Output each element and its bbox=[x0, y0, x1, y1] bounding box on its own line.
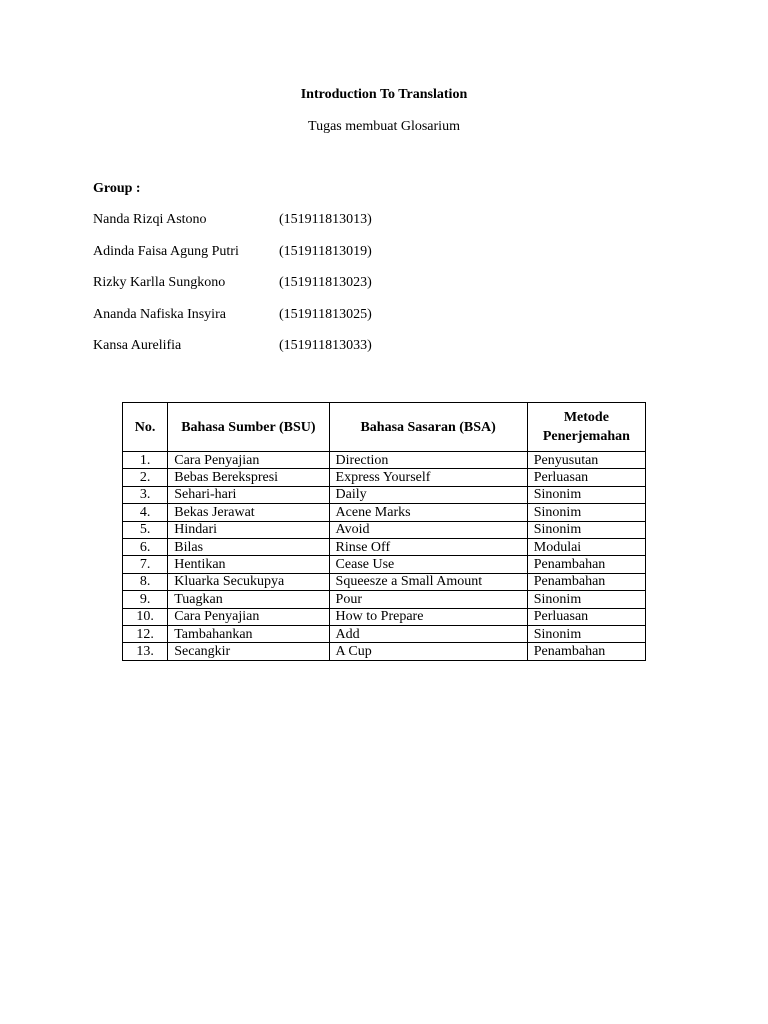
cell-target: A Cup bbox=[329, 643, 527, 660]
cell-source: Bebas Berekspresi bbox=[168, 469, 329, 486]
cell-method: Sinonim bbox=[527, 504, 645, 521]
cell-method: Perluasan bbox=[527, 469, 645, 486]
header-no: No. bbox=[123, 403, 168, 452]
cell-no: 8. bbox=[123, 573, 168, 590]
header-translation-method bbox=[527, 403, 645, 452]
cell-target: Express Yourself bbox=[329, 469, 527, 486]
table-row bbox=[123, 643, 646, 660]
cell-method: Sinonim bbox=[527, 486, 645, 503]
cell-source: Tambahankan bbox=[168, 625, 329, 642]
cell-target: Daily bbox=[329, 486, 527, 503]
member-name: Ananda Nafiska Insyira bbox=[93, 306, 226, 322]
table-row bbox=[123, 625, 646, 642]
member-name: Nanda Rizqi Astono bbox=[93, 212, 207, 227]
header-method-line2: Penerjemahan bbox=[542, 429, 630, 444]
cell-method: Sinonim bbox=[527, 521, 645, 538]
glossary-table bbox=[122, 402, 646, 661]
cell-no: 10. bbox=[123, 608, 168, 625]
cell-method: Penambahan bbox=[527, 573, 645, 590]
member-id: (151911813023) bbox=[279, 275, 372, 291]
document-title: Introduction To Translation bbox=[300, 87, 468, 102]
cell-source: Secangkir bbox=[168, 643, 329, 660]
table-row bbox=[123, 573, 646, 590]
member-id: (151911813019) bbox=[279, 243, 372, 259]
cell-no: 3. bbox=[123, 486, 168, 503]
cell-source: Tuagkan bbox=[168, 591, 329, 608]
table-row bbox=[123, 608, 646, 625]
cell-method: Sinonim bbox=[527, 591, 645, 608]
table-row bbox=[123, 504, 646, 521]
cell-target: Add bbox=[329, 625, 527, 642]
cell-no: 7. bbox=[123, 556, 168, 573]
member-id: (151911813033) bbox=[279, 338, 372, 354]
cell-source: Bilas bbox=[168, 538, 329, 555]
table-row bbox=[123, 469, 646, 486]
table-row bbox=[123, 486, 646, 503]
cell-target: Avoid bbox=[329, 521, 527, 538]
table-row bbox=[123, 556, 646, 573]
cell-method: Sinonim bbox=[527, 625, 645, 642]
cell-method: Penyusutan bbox=[527, 452, 645, 469]
cell-source: Hindari bbox=[168, 521, 329, 538]
cell-target: Rinse Off bbox=[329, 538, 527, 555]
table-header-row bbox=[123, 403, 646, 452]
cell-method: Modulai bbox=[527, 538, 645, 555]
member-name: Adinda Faisa Agung Putri bbox=[93, 243, 239, 259]
cell-no: 12. bbox=[123, 625, 168, 642]
cell-source: Hentikan bbox=[168, 556, 329, 573]
table-row bbox=[123, 521, 646, 538]
table-row bbox=[123, 591, 646, 608]
cell-target: Pour bbox=[329, 591, 527, 608]
cell-no: 4. bbox=[123, 504, 168, 521]
header-target-language: Bahasa Sasaran (BSA) bbox=[329, 403, 527, 452]
header-method-line1: Metode bbox=[563, 410, 609, 425]
cell-method: Perluasan bbox=[527, 608, 645, 625]
cell-method: Penambahan bbox=[527, 643, 645, 660]
cell-source: Sehari-hari bbox=[168, 486, 329, 503]
cell-source: Cara Penyajian bbox=[168, 608, 329, 625]
document-subtitle: Tugas membuat Glosarium bbox=[308, 119, 460, 134]
cell-target: How to Prepare bbox=[329, 608, 527, 625]
cell-target: Acene Marks bbox=[329, 504, 527, 521]
cell-source: Kluarka Secukupya bbox=[168, 573, 329, 590]
cell-no: 13. bbox=[123, 643, 168, 660]
cell-method: Penambahan bbox=[527, 556, 645, 573]
cell-no: 2. bbox=[123, 469, 168, 486]
cell-no: 9. bbox=[123, 591, 168, 608]
cell-target: Direction bbox=[329, 452, 527, 469]
table-row bbox=[123, 538, 646, 555]
cell-target: Squeesze a Small Amount bbox=[329, 573, 527, 590]
cell-no: 1. bbox=[123, 452, 168, 469]
table-row bbox=[123, 452, 646, 469]
group-label: Group : bbox=[93, 181, 141, 196]
member-id: (151911813025) bbox=[279, 306, 372, 322]
cell-target: Cease Use bbox=[329, 556, 527, 573]
cell-source: Cara Penyajian bbox=[168, 452, 329, 469]
cell-no: 6. bbox=[123, 538, 168, 555]
header-source-language: Bahasa Sumber (BSU) bbox=[168, 403, 329, 452]
cell-source: Bekas Jerawat bbox=[168, 504, 329, 521]
cell-no: 5. bbox=[123, 521, 168, 538]
member-name: Rizky Karlla Sungkono bbox=[93, 275, 226, 291]
member-name: Kansa Aurelifia bbox=[93, 338, 182, 354]
member-id: (151911813013) bbox=[279, 212, 372, 227]
